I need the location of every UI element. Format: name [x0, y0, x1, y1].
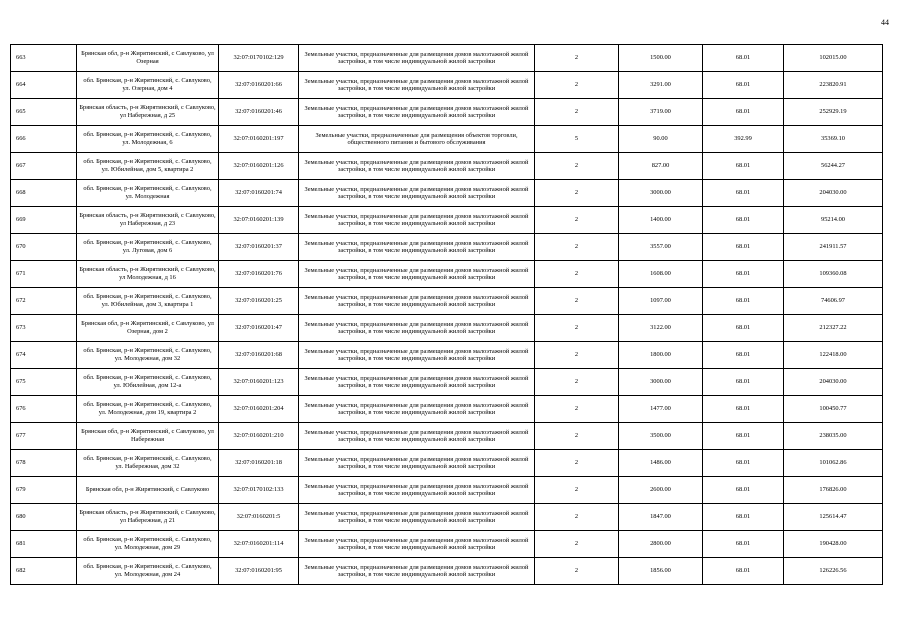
cadastral-value-cell: 238035.00	[784, 423, 883, 450]
rate-cell: 68.01	[703, 396, 784, 423]
land-use-purpose-cell: Земельные участки, предназначенные для размещения домов малоэтажной жилой застройки, в том числе индивидуальной жилой застройки	[299, 450, 535, 477]
address-cell: Брянская обл, р-н Жирятинский, с Савлуково, ул Набережная	[77, 423, 219, 450]
table-row	[11, 261, 883, 288]
cadastral-number-cell: 32:07:0160201:74	[219, 180, 299, 207]
area-cell: 1847.00	[619, 504, 703, 531]
address-cell: обл. Брянская, р-н Жирятинский, с. Савлуково, ул. Молодежная, дом 32	[77, 342, 219, 369]
address-cell: обл. Брянская, р-н Жирятинский, с. Савлуково, ул. Озерная, дом 4	[77, 72, 219, 99]
row-number: 670	[11, 234, 77, 261]
table-row	[11, 207, 883, 234]
cadastral-value-cell: 204030.00	[784, 369, 883, 396]
rate-cell: 68.01	[703, 180, 784, 207]
cadastral-number-cell: 32:07:0160201:126	[219, 153, 299, 180]
cadastral-number-cell: 32:07:0160201:95	[219, 558, 299, 585]
area-cell: 1400.00	[619, 207, 703, 234]
use-code-cell: 2	[535, 99, 619, 126]
address-cell: Брянская обл, р-н Жирятинский, с Савлуково	[77, 477, 219, 504]
land-use-purpose-cell: Земельные участки, предназначенные для размещения домов малоэтажной жилой застройки, в том числе индивидуальной жилой застройки	[299, 558, 535, 585]
use-code-cell: 2	[535, 369, 619, 396]
area-cell: 1608.00	[619, 261, 703, 288]
table-row	[11, 477, 883, 504]
row-number: 675	[11, 369, 77, 396]
rate-cell: 68.01	[703, 504, 784, 531]
table-row	[11, 369, 883, 396]
area-cell: 3291.00	[619, 72, 703, 99]
cadastral-number-cell: 32:07:0160201:204	[219, 396, 299, 423]
cadastral-value-cell: 190428.00	[784, 531, 883, 558]
table-row	[11, 99, 883, 126]
land-use-purpose-cell: Земельные участки, предназначенные для размещения домов малоэтажной жилой застройки, в том числе индивидуальной жилой застройки	[299, 180, 535, 207]
address-cell: Брянская обл, р-н Жирятинский, с Савлуково, ул Озерная, дом 2	[77, 315, 219, 342]
cadastral-number-cell: 32:07:0160201:66	[219, 72, 299, 99]
row-number: 677	[11, 423, 77, 450]
cadastral-value-cell: 95214.00	[784, 207, 883, 234]
row-number: 664	[11, 72, 77, 99]
rate-cell: 68.01	[703, 558, 784, 585]
area-cell: 2600.00	[619, 477, 703, 504]
land-parcels-table	[10, 44, 883, 585]
use-code-cell: 2	[535, 477, 619, 504]
table-row	[11, 72, 883, 99]
cadastral-number-cell: 32:07:0170102:133	[219, 477, 299, 504]
use-code-cell: 2	[535, 180, 619, 207]
table-row	[11, 531, 883, 558]
cadastral-value-cell: 212327.22	[784, 315, 883, 342]
rate-cell: 68.01	[703, 72, 784, 99]
area-cell: 3000.00	[619, 180, 703, 207]
row-number: 671	[11, 261, 77, 288]
use-code-cell: 2	[535, 72, 619, 99]
row-number: 673	[11, 315, 77, 342]
land-use-purpose-cell: Земельные участки, предназначенные для размещения домов малоэтажной жилой застройки, в том числе индивидуальной жилой застройки	[299, 396, 535, 423]
address-cell: обл. Брянская, р-н Жирятинский, с. Савлуково, ул. Луговая, дом 6	[77, 234, 219, 261]
cadastral-number-cell: 32:07:0160201:114	[219, 531, 299, 558]
rate-cell: 68.01	[703, 261, 784, 288]
table-row	[11, 558, 883, 585]
table-row	[11, 396, 883, 423]
table-row	[11, 504, 883, 531]
rate-cell: 68.01	[703, 369, 784, 396]
cadastral-number-cell: 32:07:0160201:18	[219, 450, 299, 477]
cadastral-value-cell: 100450.77	[784, 396, 883, 423]
cadastral-number-cell: 32:07:0160201:68	[219, 342, 299, 369]
area-cell: 3122.00	[619, 315, 703, 342]
row-number: 665	[11, 99, 77, 126]
address-cell: обл. Брянская, р-н Жирятинский, с. Савлуково, ул. Молодежная, 6	[77, 126, 219, 153]
row-number: 674	[11, 342, 77, 369]
cadastral-value-cell: 126226.56	[784, 558, 883, 585]
cadastral-value-cell: 56244.27	[784, 153, 883, 180]
land-use-purpose-cell: Земельные участки, предназначенные для размещения домов малоэтажной жилой застройки, в том числе индивидуальной жилой застройки	[299, 504, 535, 531]
use-code-cell: 2	[535, 342, 619, 369]
rate-cell: 68.01	[703, 477, 784, 504]
cadastral-value-cell: 101062.86	[784, 450, 883, 477]
area-cell: 2800.00	[619, 531, 703, 558]
cadastral-number-cell: 32:07:0160201:37	[219, 234, 299, 261]
address-cell: обл. Брянская, р-н Жирятинский, с. Савлуково, ул. Молодежная, дом 24	[77, 558, 219, 585]
cadastral-number-cell: 32:07:0160201:197	[219, 126, 299, 153]
rate-cell: 68.01	[703, 234, 784, 261]
address-cell: обл. Брянская, р-н Жирятинский, с. Савлуково, ул. Юбилейная, дом 3, квартира 1	[77, 288, 219, 315]
area-cell: 3000.00	[619, 369, 703, 396]
use-code-cell: 2	[535, 558, 619, 585]
rate-cell: 68.01	[703, 531, 784, 558]
cadastral-value-cell: 35369.10	[784, 126, 883, 153]
land-use-purpose-cell: Земельные участки, предназначенные для размещения домов малоэтажной жилой застройки, в том числе индивидуальной жилой застройки	[299, 423, 535, 450]
area-cell: 1477.00	[619, 396, 703, 423]
land-use-purpose-cell: Земельные участки, предназначенные для размещения домов малоэтажной жилой застройки, в том числе индивидуальной жилой застройки	[299, 45, 535, 72]
row-number: 672	[11, 288, 77, 315]
area-cell: 3500.00	[619, 423, 703, 450]
cadastral-value-cell: 74606.97	[784, 288, 883, 315]
area-cell: 90.00	[619, 126, 703, 153]
row-number: 679	[11, 477, 77, 504]
rate-cell: 68.01	[703, 288, 784, 315]
use-code-cell: 2	[535, 531, 619, 558]
address-cell: обл. Брянская, р-н Жирятинский, с. Савлуково, ул. Молодежная	[77, 180, 219, 207]
land-use-purpose-cell: Земельные участки, предназначенные для размещения домов малоэтажной жилой застройки, в том числе индивидуальной жилой застройки	[299, 261, 535, 288]
land-use-purpose-cell: Земельные участки, предназначенные для размещения домов малоэтажной жилой застройки, в том числе индивидуальной жилой застройки	[299, 369, 535, 396]
use-code-cell: 2	[535, 423, 619, 450]
cadastral-value-cell: 122418.00	[784, 342, 883, 369]
address-cell: обл. Брянская, р-н Жирятинский, с. Савлуково, ул. Набережная, дом 32	[77, 450, 219, 477]
area-cell: 1856.00	[619, 558, 703, 585]
use-code-cell: 5	[535, 126, 619, 153]
cadastral-number-cell: 32:07:0160201:139	[219, 207, 299, 234]
use-code-cell: 2	[535, 45, 619, 72]
address-cell: Брянская область, р-н Жирятинский, с Савлуково, ул Набережная, д 21	[77, 504, 219, 531]
address-cell: Брянская область, р-н Жирятинский, с Савлуково, ул Набережная, д 25	[77, 99, 219, 126]
table-row	[11, 450, 883, 477]
table-row	[11, 45, 883, 72]
rate-cell: 68.01	[703, 153, 784, 180]
address-cell: обл. Брянская, р-н Жирятинский, с. Савлуково, ул. Молодежная, дом 29	[77, 531, 219, 558]
land-use-purpose-cell: Земельные участки, предназначенные для размещения домов малоэтажной жилой застройки, в том числе индивидуальной жилой застройки	[299, 207, 535, 234]
row-number: 667	[11, 153, 77, 180]
area-cell: 827.00	[619, 153, 703, 180]
land-use-purpose-cell: Земельные участки, предназначенные для размещения объектов торговли, общественного питания и бытового обслуживания	[299, 126, 535, 153]
area-cell: 3557.00	[619, 234, 703, 261]
table-row	[11, 180, 883, 207]
rate-cell: 68.01	[703, 342, 784, 369]
cadastral-value-cell: 109360.08	[784, 261, 883, 288]
land-use-purpose-cell: Земельные участки, предназначенные для размещения домов малоэтажной жилой застройки, в том числе индивидуальной жилой застройки	[299, 99, 535, 126]
area-cell: 1800.00	[619, 342, 703, 369]
land-use-purpose-cell: Земельные участки, предназначенные для размещения домов малоэтажной жилой застройки, в том числе индивидуальной жилой застройки	[299, 342, 535, 369]
row-number: 669	[11, 207, 77, 234]
rate-cell: 392.99	[703, 126, 784, 153]
rate-cell: 68.01	[703, 207, 784, 234]
rate-cell: 68.01	[703, 315, 784, 342]
area-cell: 1500.00	[619, 45, 703, 72]
table-row	[11, 234, 883, 261]
table-row	[11, 126, 883, 153]
cadastral-value-cell: 204030.00	[784, 180, 883, 207]
use-code-cell: 2	[535, 153, 619, 180]
table-row	[11, 342, 883, 369]
cadastral-number-cell: 32:07:0160201:25	[219, 288, 299, 315]
cadastral-value-cell: 176826.00	[784, 477, 883, 504]
use-code-cell: 2	[535, 315, 619, 342]
cadastral-value-cell: 223820.91	[784, 72, 883, 99]
cadastral-value-cell: 241911.57	[784, 234, 883, 261]
land-use-purpose-cell: Земельные участки, предназначенные для размещения домов малоэтажной жилой застройки, в том числе индивидуальной жилой застройки	[299, 531, 535, 558]
rate-cell: 68.01	[703, 45, 784, 72]
cadastral-number-cell: 32:07:0160201:123	[219, 369, 299, 396]
address-cell: обл. Брянская, р-н Жирятинский, с. Савлуково, ул. Юбилейная, дом 5, квартира 2	[77, 153, 219, 180]
table-row	[11, 423, 883, 450]
cadastral-number-cell: 32:07:0160201:5	[219, 504, 299, 531]
row-number: 678	[11, 450, 77, 477]
address-cell: Брянская обл, р-н Жирятинский, с Савлуково, ул Озерная	[77, 45, 219, 72]
use-code-cell: 2	[535, 207, 619, 234]
row-number: 666	[11, 126, 77, 153]
table-row	[11, 153, 883, 180]
table-row	[11, 288, 883, 315]
row-number: 663	[11, 45, 77, 72]
land-use-purpose-cell: Земельные участки, предназначенные для размещения домов малоэтажной жилой застройки, в том числе индивидуальной жилой застройки	[299, 477, 535, 504]
land-use-purpose-cell: Земельные участки, предназначенные для размещения домов малоэтажной жилой застройки, в том числе индивидуальной жилой застройки	[299, 72, 535, 99]
page-number: 44	[881, 18, 889, 27]
row-number: 681	[11, 531, 77, 558]
row-number: 682	[11, 558, 77, 585]
land-use-purpose-cell: Земельные участки, предназначенные для размещения домов малоэтажной жилой застройки, в том числе индивидуальной жилой застройки	[299, 234, 535, 261]
area-cell: 1097.00	[619, 288, 703, 315]
use-code-cell: 2	[535, 288, 619, 315]
area-cell: 1486.00	[619, 450, 703, 477]
address-cell: Брянская область, р-н Жирятинский, с Савлуково, ул Набережная, д 23	[77, 207, 219, 234]
cadastral-number-cell: 32:07:0160201:47	[219, 315, 299, 342]
row-number: 680	[11, 504, 77, 531]
use-code-cell: 2	[535, 261, 619, 288]
cadastral-value-cell: 252929.19	[784, 99, 883, 126]
cadastral-number-cell: 32:07:0160201:76	[219, 261, 299, 288]
cadastral-number-cell: 32:07:0160201:46	[219, 99, 299, 126]
use-code-cell: 2	[535, 504, 619, 531]
row-number: 676	[11, 396, 77, 423]
cadastral-number-cell: 32:07:0170102:129	[219, 45, 299, 72]
use-code-cell: 2	[535, 234, 619, 261]
land-use-purpose-cell: Земельные участки, предназначенные для размещения домов малоэтажной жилой застройки, в том числе индивидуальной жилой застройки	[299, 153, 535, 180]
row-number: 668	[11, 180, 77, 207]
table-row	[11, 315, 883, 342]
address-cell: обл. Брянская, р-н Жирятинский, с. Савлуково, ул. Молодежная, дом 19, квартира 2	[77, 396, 219, 423]
address-cell: обл. Брянская, р-н Жирятинский, с. Савлуково, ул. Юбилейная, дом 12-а	[77, 369, 219, 396]
table-body	[11, 45, 883, 585]
land-use-purpose-cell: Земельные участки, предназначенные для размещения домов малоэтажной жилой застройки, в том числе индивидуальной жилой застройки	[299, 315, 535, 342]
address-cell: Брянская область, р-н Жирятинский, с Савлуково, ул Молодежная, д 16	[77, 261, 219, 288]
rate-cell: 68.01	[703, 99, 784, 126]
cadastral-number-cell: 32:07:0160201:210	[219, 423, 299, 450]
rate-cell: 68.01	[703, 450, 784, 477]
cadastral-value-cell: 125614.47	[784, 504, 883, 531]
area-cell: 3719.00	[619, 99, 703, 126]
rate-cell: 68.01	[703, 423, 784, 450]
cadastral-value-cell: 102015.00	[784, 45, 883, 72]
use-code-cell: 2	[535, 396, 619, 423]
land-use-purpose-cell: Земельные участки, предназначенные для размещения домов малоэтажной жилой застройки, в том числе индивидуальной жилой застройки	[299, 288, 535, 315]
use-code-cell: 2	[535, 450, 619, 477]
